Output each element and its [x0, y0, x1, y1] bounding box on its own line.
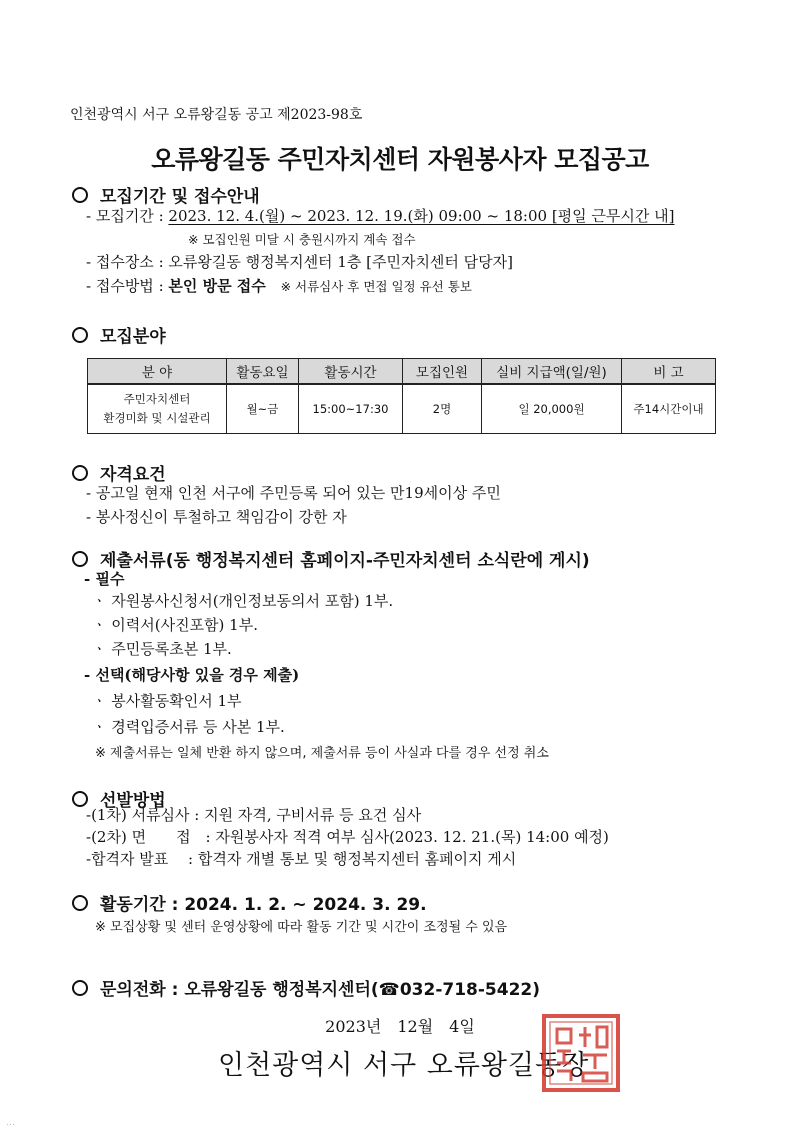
period-row [86, 205, 675, 226]
place-row: - 접수장소 : 오류왕길동 행정복지센터 1층 [주민자치센터 담당자] [86, 253, 513, 271]
list-item: ㆍ 봉사활동확인서 1부 [92, 692, 242, 710]
section-recruit-period [72, 182, 260, 207]
method-row [86, 275, 472, 296]
method-note: ※ 서류심사 후 면접 일정 유선 통보 [280, 279, 472, 294]
table-header-row [88, 359, 716, 385]
required-label: - 필수 [84, 570, 125, 588]
table-header: 활동요일 [227, 359, 299, 385]
section-fields [72, 322, 166, 347]
section-documents [72, 546, 590, 571]
table-header: 모집인원 [403, 359, 482, 385]
list-item: - 봉사정신이 투철하고 책임감이 강한 자 [86, 508, 347, 526]
telephone-icon: ☎ [378, 980, 400, 1000]
table-header: 활동시간 [299, 359, 403, 385]
fields-table [87, 358, 716, 434]
optional-label: - 선택(해당사항 있을 경우 제출) [84, 666, 300, 684]
circle-bullet-icon [72, 895, 88, 911]
issue-date: 2023년 12월 4일 [325, 1017, 475, 1036]
period-value: 2023. 12. 4.(월) ~ 2023. 12. 19.(화) 09:00 ~ 18:00 [평일 근무시간 내] [168, 207, 675, 225]
method-label: - 접수방법 : [86, 277, 164, 295]
method-value: 본인 방문 접수 [168, 277, 266, 295]
table-cell: 15:00~17:30 [299, 384, 403, 434]
contact-text: 문의전화 : 오류왕길동 행정복지센터( [100, 980, 379, 1000]
field-line: 주민자치센터 [123, 392, 191, 406]
period-label: - 모집기간 : [86, 207, 164, 225]
list-item: ㆍ 주민등록초본 1부. [92, 640, 232, 658]
page-title: 오류왕길동 주민자치센터 자원봉사자 모집공고 [151, 145, 649, 174]
list-item: ㆍ 경력입증서류 등 사본 1부. [92, 718, 285, 736]
signer-name: 인천광역시 서구 오류왕길동장 [218, 1050, 590, 1081]
circle-bullet-icon [72, 465, 88, 481]
notice-number: 인천광역시 서구 오류왕길동 공고 제2023-98호 [70, 107, 363, 123]
section-heading: 선발방법 [100, 791, 166, 811]
table-cell: 월~금 [227, 384, 299, 434]
circle-bullet-icon [72, 187, 88, 203]
official-seal-stamp [541, 1013, 621, 1093]
table-cell: 2명 [403, 384, 482, 434]
table-header: 분 야 [88, 359, 227, 385]
circle-bullet-icon [72, 980, 88, 996]
list-item: -(1차) 서류심사 : 지원 자격, 구비서류 등 요건 심사 [86, 806, 422, 824]
table-header: 비 고 [622, 359, 716, 385]
period-note: ※ 모집인원 미달 시 충원시까지 계속 접수 [188, 232, 416, 247]
list-item: - 공고일 현재 인천 서구에 주민등록 되어 있는 만19세이상 주민 [86, 484, 501, 502]
section-heading: 제출서류(동 행정복지센터 홈페이지-주민자치센터 소식란에 게시) [100, 551, 590, 571]
section-heading: 활동기간 : 2024. 1. 2. ~ 2024. 3. 29. [100, 895, 427, 915]
contact-phone: 032-718-5422) [399, 980, 541, 1000]
footer-print-mark: … [6, 1118, 15, 1128]
table-cell: 주14시간이내 [622, 384, 716, 434]
activity-note: ※ 모집상황 및 센터 운영상황에 따라 활동 기간 및 시간이 조정될 수 있음 [95, 920, 508, 935]
table-header: 실비 지급액(일/원) [482, 359, 622, 385]
circle-bullet-icon [72, 327, 88, 343]
table-cell-field [88, 384, 227, 434]
list-item: ㆍ 자원봉사신청서(개인정보동의서 포함) 1부. [92, 592, 394, 610]
section-heading: 모집기간 및 접수안내 [100, 187, 260, 207]
list-item: -합격자 발표 : 합격자 개별 통보 및 행정복지센터 홈페이지 게시 [86, 850, 517, 868]
field-line: 환경미화 및 시설관리 [103, 411, 211, 425]
table-cell: 일 20,000원 [482, 384, 622, 434]
list-item: ㆍ 이력서(사진포함) 1부. [92, 616, 258, 634]
section-activity-period [72, 890, 427, 915]
documents-note: ※ 제출서류는 일체 반환 하지 않으며, 제출서류 등이 사실과 다를 경우 선정 취소 [95, 746, 549, 761]
table-row [88, 384, 716, 434]
list-item: -(2차) 면 접 : 자원봉사자 적격 여부 심사(2023. 12. 21.(목) 14:00 예정) [86, 828, 609, 846]
section-heading: 모집분야 [100, 327, 166, 347]
circle-bullet-icon [72, 551, 88, 567]
section-contact [72, 975, 540, 1000]
section-heading: 자격요건 [100, 465, 166, 485]
